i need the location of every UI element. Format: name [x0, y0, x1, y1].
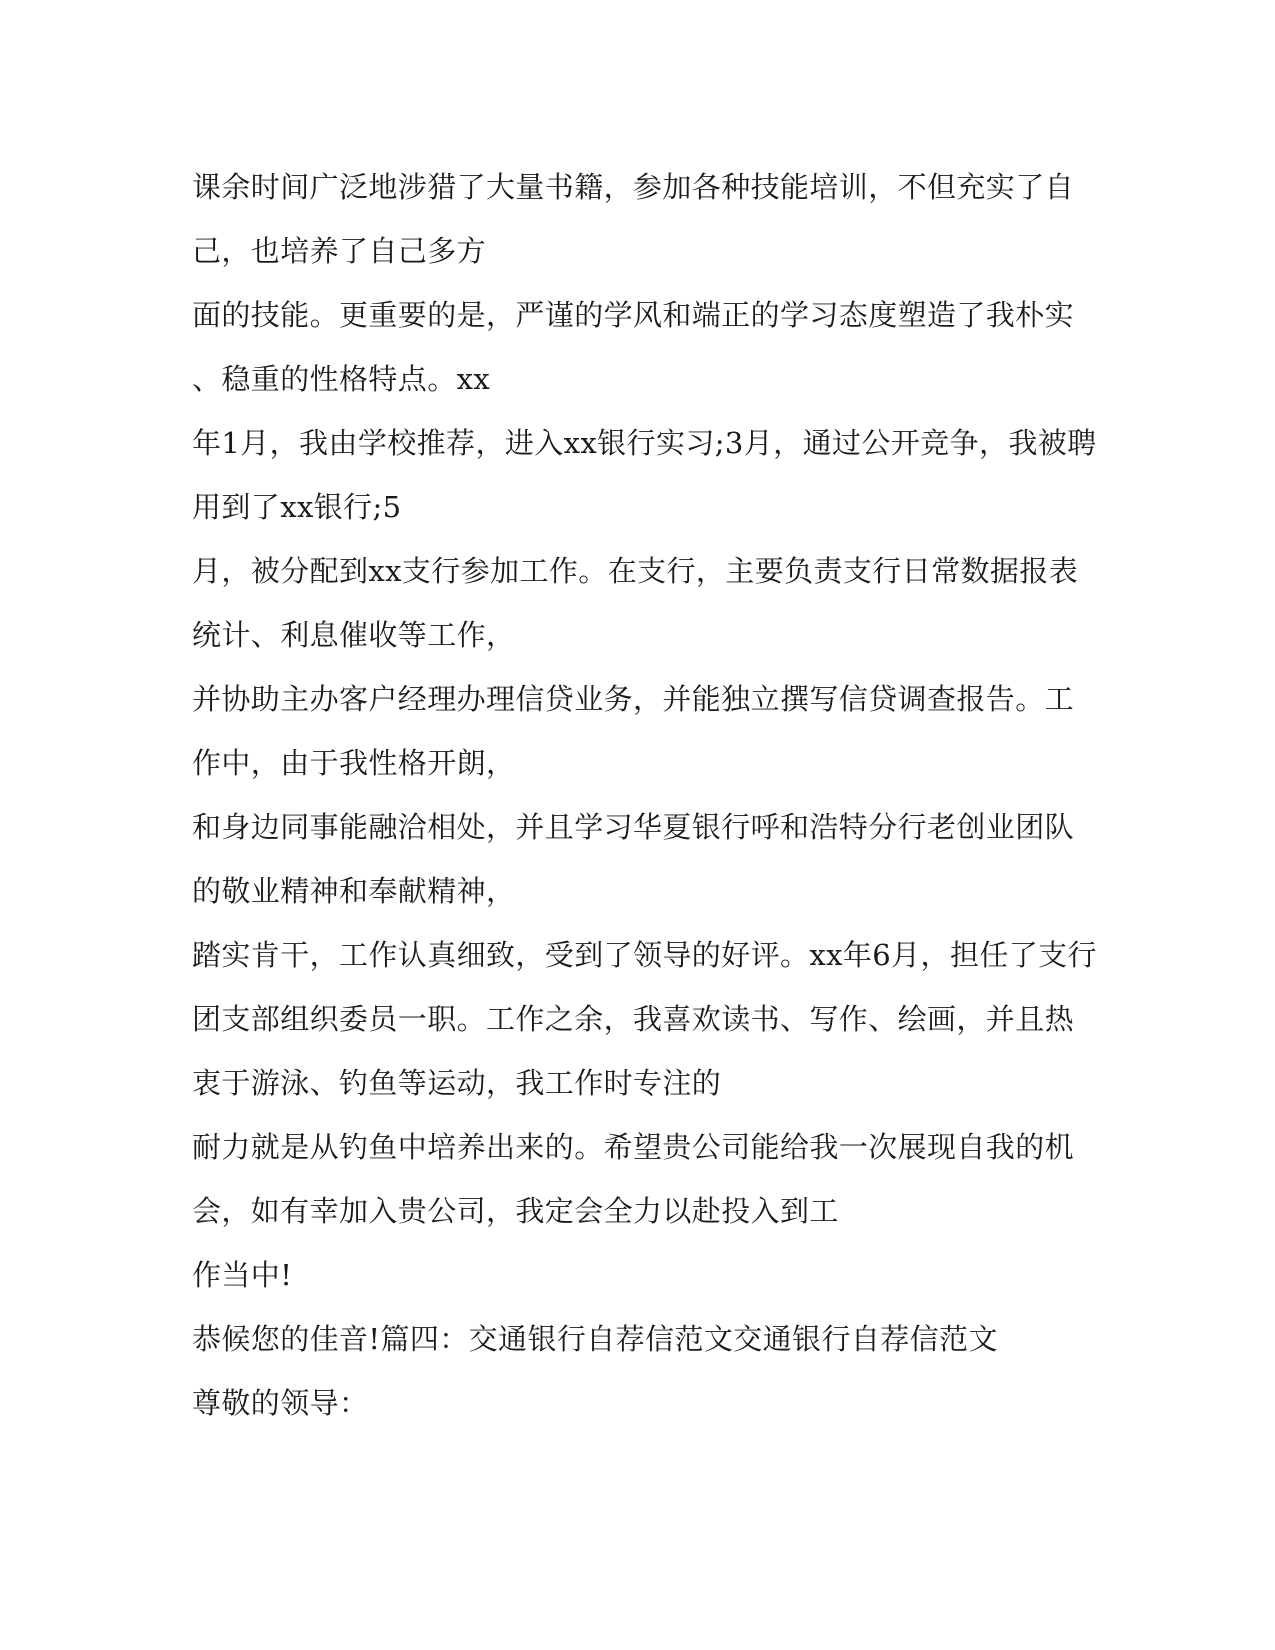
text-line: 、稳重的性格特点。xx — [192, 362, 491, 396]
salutation: 尊敬的领导： — [192, 1386, 369, 1420]
text-line: 作中，由于我性格开朗， — [192, 746, 516, 780]
text-line: 会，如有幸加入贵公司，我定会全力以赴投入到工 — [192, 1194, 839, 1228]
text-line: 用到了xx银行;5 — [192, 490, 402, 524]
text-line: 统计、利息催收等工作， — [192, 618, 516, 652]
text-line: 作当中! — [192, 1258, 293, 1292]
text-line: 并协助主办客户经理办理信贷业务，并能独立撰写信贷调查报告。工 — [192, 682, 1075, 716]
text-line: 的敬业精神和奉献精神， — [192, 874, 516, 908]
text-line: 耐力就是从钓鱼中培养出来的。希望贵公司能给我一次展现自我的机 — [192, 1130, 1075, 1164]
text-line: 踏实肯干，工作认真细致，受到了领导的好评。xx年6月，担任了支行 — [192, 938, 1097, 972]
text-line: 衷于游泳、钓鱼等运动，我工作时专注的 — [192, 1066, 722, 1100]
text-line: 年1月，我由学校推荐，进入xx银行实习;3月，通过公开竞争，我被聘 — [192, 426, 1097, 460]
text-line: 课余时间广泛地涉猎了大量书籍，参加各种技能培训，不但充实了自 — [192, 170, 1075, 204]
text-line: 月，被分配到xx支行参加工作。在支行，主要负责支行日常数据报表 — [192, 554, 1079, 588]
body-text — [192, 155, 1097, 1435]
text-line: 恭候您的佳音!篇四：交通银行自荐信范文交通银行自荐信范文 — [192, 1322, 998, 1356]
text-line: 团支部组织委员一职。工作之余，我喜欢读书、写作、绘画，并且热 — [192, 1002, 1075, 1036]
text-line: 己，也培养了自己多方 — [192, 234, 487, 268]
text-line: 和身边同事能融洽相处，并且学习华夏银行呼和浩特分行老创业团队 — [192, 810, 1075, 844]
text-line: 面的技能。更重要的是，严谨的学风和端正的学习态度塑造了我朴实 — [192, 298, 1075, 332]
